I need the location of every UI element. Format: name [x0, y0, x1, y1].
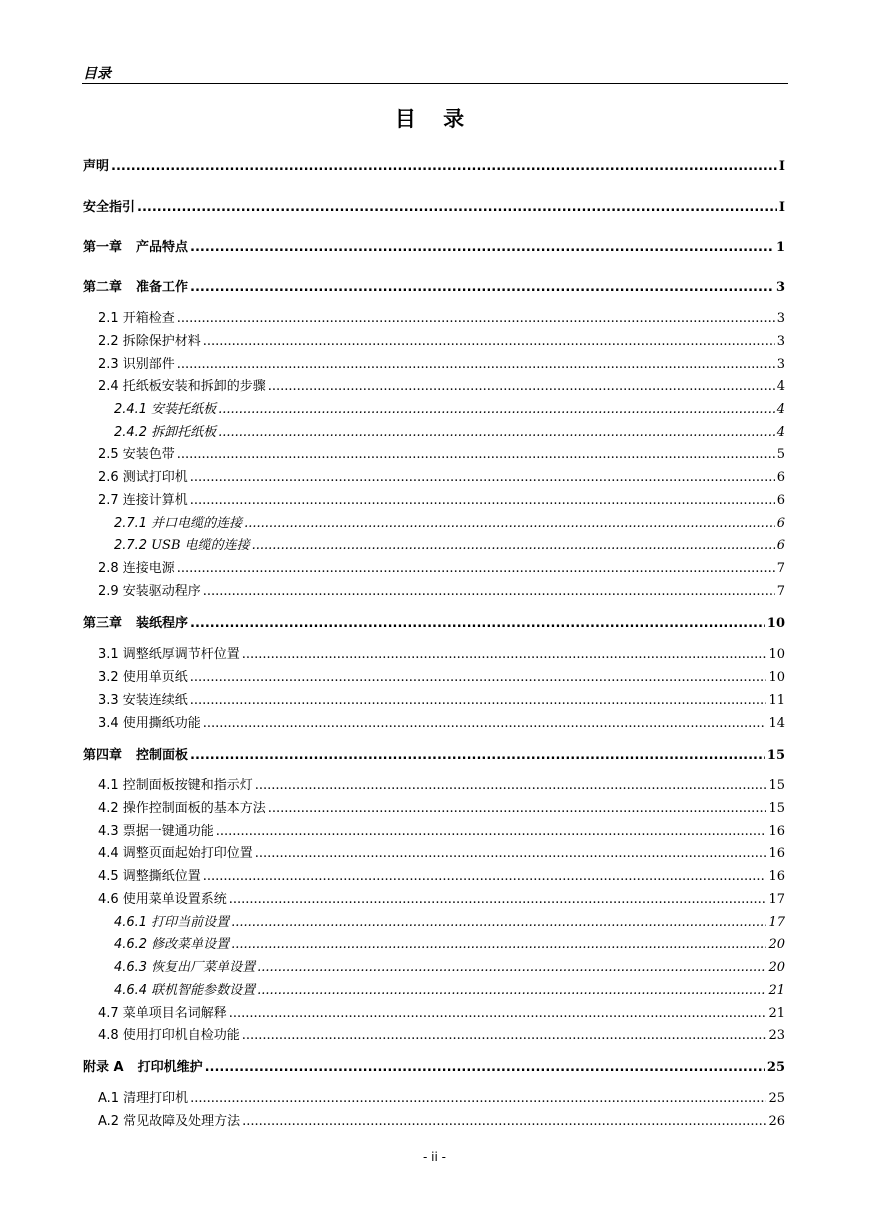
toc-entry-page: 21	[768, 1006, 785, 1021]
header-rule	[82, 83, 788, 84]
toc-entry[interactable]	[83, 276, 785, 295]
toc-entry-page: 10	[766, 616, 785, 631]
toc-entry[interactable]	[98, 842, 785, 861]
toc-entry-text: 托纸板安装和拆卸的步骤	[122, 379, 266, 394]
dot-leader	[190, 280, 774, 295]
toc-entry[interactable]	[114, 979, 785, 998]
toc-entry-label	[114, 911, 229, 930]
toc-entry-number: 2.1	[98, 311, 119, 326]
dot-leader	[190, 693, 767, 708]
toc-entry-page: 6	[776, 493, 785, 508]
toc-entry-label	[98, 580, 201, 599]
toc-entry-label	[83, 196, 135, 215]
dot-leader	[268, 379, 775, 394]
toc-entry-page: 15	[768, 801, 785, 816]
toc-entry-label	[114, 956, 255, 975]
dot-leader	[137, 200, 777, 215]
page-number: - ii -	[423, 1150, 446, 1164]
toc-entry-text: 打印当前设置	[151, 915, 230, 930]
toc-entry-text: 调整页面起始打印位置	[122, 846, 253, 861]
toc-entry-text: 使用打印机自检功能	[122, 1028, 240, 1043]
toc-entry-page: 23	[768, 1028, 785, 1043]
toc-entry-text: 声明	[83, 159, 110, 174]
toc-entry-label	[114, 512, 242, 531]
dot-leader	[203, 716, 767, 731]
toc-entry-page: 17	[768, 915, 785, 930]
toc-entry-number: 2.7.2	[114, 538, 148, 553]
toc-entry-text: 清理打印机	[123, 1091, 189, 1106]
page-title: 目 录	[394, 107, 475, 131]
toc-entry[interactable]	[98, 689, 785, 708]
dot-leader	[231, 915, 766, 930]
toc-entry-text: 操作控制面板的基本方法	[122, 801, 266, 816]
toc-entry[interactable]	[114, 421, 785, 440]
toc-entry-text: 使用撕纸功能	[122, 716, 201, 731]
toc-entry-number: 2.4	[98, 379, 119, 394]
toc-entry-label	[98, 888, 227, 907]
toc-entry-number: A.2	[98, 1114, 120, 1129]
toc-entry-page: I	[778, 200, 785, 215]
toc-entry[interactable]	[98, 443, 785, 462]
toc-entry-number: 附录 A	[83, 1060, 124, 1075]
toc-entry-page: 3	[776, 334, 785, 349]
toc-entry-page: 3	[775, 280, 785, 295]
toc-entry-text: 恢复出厂菜单设置	[151, 960, 256, 975]
toc-entry-number: 4.6.4	[114, 983, 148, 998]
toc-entry[interactable]	[98, 353, 785, 372]
toc-entry[interactable]	[98, 865, 785, 884]
toc-entry-text: 修改菜单设置	[151, 937, 230, 952]
toc-entry-page: 6	[776, 538, 785, 553]
toc-entry-page: 4	[776, 402, 785, 417]
toc-entry-label	[98, 330, 201, 349]
toc-entry-page: 17	[768, 892, 785, 907]
toc-entry-number: 2.5	[98, 447, 119, 462]
toc-entry-label	[98, 1087, 188, 1106]
toc-entry[interactable]	[114, 534, 785, 553]
toc-entry-text: 调整撕纸位置	[122, 869, 201, 884]
toc-entry[interactable]	[98, 557, 785, 576]
toc-entry[interactable]	[114, 911, 785, 930]
toc-entry-text: USB 电缆的连接	[151, 538, 250, 553]
toc-entry-page: 16	[768, 824, 785, 839]
toc-entry-page: 15	[766, 748, 785, 763]
toc-entry-number: 3.2	[98, 670, 119, 685]
dot-leader	[268, 801, 767, 816]
toc-entry-number: 4.2	[98, 801, 119, 816]
toc-entry[interactable]	[98, 330, 785, 349]
toc-entry-page: 20	[768, 960, 785, 975]
toc-entry-page: 14	[768, 716, 785, 731]
toc-entry-number: 4.7	[98, 1006, 119, 1021]
toc-entry-text: 使用单页纸	[122, 670, 188, 685]
toc-entry[interactable]	[98, 1024, 785, 1043]
toc-entry-number: 3.3	[98, 693, 119, 708]
toc-entry[interactable]	[114, 398, 785, 417]
running-header-title: 目录	[83, 66, 111, 82]
dot-leader	[242, 1028, 767, 1043]
toc-entry-number: 第一章	[83, 240, 123, 255]
toc-entry-text: 连接电源	[122, 561, 175, 576]
toc-entry[interactable]	[98, 797, 785, 816]
toc-entry-label	[98, 820, 214, 839]
toc-entry-page: 25	[768, 1091, 785, 1106]
toc-entry-label	[114, 979, 255, 998]
dot-leader	[244, 516, 775, 531]
toc-entry-page: 4	[776, 425, 785, 440]
toc-entry-text: 安全指引	[83, 200, 136, 215]
toc-entry-label	[98, 689, 188, 708]
toc-entry-label	[83, 744, 188, 763]
toc-entry-text: 开箱检查	[122, 311, 175, 326]
toc-entry-page: 4	[776, 379, 785, 394]
toc-entry-number: 2.7.1	[114, 516, 148, 531]
toc-entry-page: 3	[776, 311, 785, 326]
toc-entry-page: 26	[768, 1114, 785, 1129]
dot-leader	[218, 425, 775, 440]
toc-entry[interactable]	[83, 1056, 785, 1075]
toc-entry-page: 15	[768, 778, 785, 793]
toc-entry-text: 打印机维护	[137, 1060, 203, 1075]
toc-entry-number: 4.1	[98, 778, 119, 793]
toc-entry[interactable]	[98, 489, 785, 508]
toc-entry[interactable]	[114, 512, 785, 531]
toc-entry[interactable]	[98, 1087, 785, 1106]
toc-entry-label	[98, 797, 266, 816]
toc-entry-number: 2.4.1	[114, 402, 148, 417]
toc-entry[interactable]	[98, 712, 785, 731]
toc-entry-label	[98, 489, 188, 508]
toc-entry-label	[98, 643, 240, 662]
toc-entry-number: 4.5	[98, 869, 119, 884]
toc-entry[interactable]	[98, 375, 785, 394]
toc-entry-label	[98, 774, 253, 793]
dot-leader	[190, 616, 765, 631]
toc-entry-number: 2.2	[98, 334, 119, 349]
toc-entry[interactable]	[98, 1110, 785, 1129]
dot-leader	[218, 402, 775, 417]
toc-entry[interactable]	[98, 774, 785, 793]
toc-entry-page: 20	[768, 937, 785, 952]
dot-leader	[190, 240, 774, 255]
dot-leader	[255, 778, 767, 793]
toc-entry-text: 调整纸厚调节杆位置	[122, 647, 240, 662]
toc-entry-label	[98, 842, 253, 861]
toc-entry-label	[83, 236, 188, 255]
toc-entry-page: 11	[768, 693, 785, 708]
toc-entry-label	[114, 534, 250, 553]
toc-entry-text: 常见故障及处理方法	[123, 1114, 241, 1129]
dot-leader	[242, 647, 767, 662]
toc-entry-page: 5	[776, 447, 785, 462]
dot-leader	[229, 1006, 767, 1021]
toc-entry-number: 4.6.1	[114, 915, 148, 930]
toc-entry-text: 安装色带	[122, 447, 175, 462]
toc-entry-label	[98, 375, 266, 394]
toc-entry-label	[98, 1002, 227, 1021]
dot-leader	[177, 311, 775, 326]
toc-entry-page: 6	[776, 516, 785, 531]
dot-leader	[190, 493, 775, 508]
toc-entry-label	[114, 933, 229, 952]
toc-entry[interactable]	[98, 888, 785, 907]
dot-leader	[229, 892, 767, 907]
toc-entry-label	[98, 466, 188, 485]
toc-entry-number: 4.6.2	[114, 937, 148, 952]
toc-entry-label	[98, 1024, 240, 1043]
dot-leader	[203, 869, 767, 884]
toc-entry-label	[114, 421, 216, 440]
toc-entry-number: 2.9	[98, 584, 119, 599]
toc-entry-label	[98, 443, 175, 462]
toc-entry-label	[83, 1056, 203, 1075]
toc-entry-text: 准备工作	[136, 280, 189, 295]
toc-entry-page: I	[778, 159, 785, 174]
toc-entry[interactable]	[114, 933, 785, 952]
toc-entry-text: 安装驱动程序	[122, 584, 201, 599]
toc-entry[interactable]	[83, 744, 785, 763]
toc-entry[interactable]	[83, 155, 785, 174]
toc-entry-page: 1	[775, 240, 785, 255]
toc-entry-text: 控制面板按键和指示灯	[122, 778, 253, 793]
toc-entry-number: 3.4	[98, 716, 119, 731]
toc-entry-label	[98, 307, 175, 326]
toc-entry-label	[83, 276, 188, 295]
toc-entry-text: 联机智能参数设置	[151, 983, 256, 998]
toc-entry-number: 2.3	[98, 357, 119, 372]
toc-entry[interactable]	[83, 612, 785, 631]
toc-entry-text: 测试打印机	[122, 470, 188, 485]
toc-entry-label	[98, 557, 175, 576]
toc-entry-label	[83, 155, 109, 174]
dot-leader	[216, 824, 767, 839]
dot-leader	[255, 846, 767, 861]
dot-leader	[257, 960, 766, 975]
toc-entry-number: 第三章	[83, 616, 123, 631]
dot-leader	[190, 1091, 766, 1106]
toc-entry-label	[98, 712, 201, 731]
toc-entry-text: 产品特点	[136, 240, 189, 255]
toc-entry-text: 安装托纸板	[151, 402, 217, 417]
toc-entry-number: 4.4	[98, 846, 119, 861]
dot-leader	[177, 447, 775, 462]
toc-entry-number: 4.6.3	[114, 960, 148, 975]
toc-entry-page: 16	[768, 846, 785, 861]
toc-entry-page: 10	[768, 647, 785, 662]
toc-entry-page: 7	[776, 584, 785, 599]
toc-entry-text: 连接计算机	[122, 493, 188, 508]
toc-entry-text: 并口电缆的连接	[151, 516, 243, 531]
dot-leader	[252, 538, 775, 553]
dot-leader	[177, 357, 775, 372]
toc-entry[interactable]	[83, 236, 785, 255]
toc-entry-label	[114, 398, 216, 417]
dot-leader	[177, 561, 775, 576]
toc-entry-page: 3	[776, 357, 785, 372]
toc-entry-number: 第四章	[83, 748, 123, 763]
toc-entry-text: 装纸程序	[136, 616, 189, 631]
dot-leader	[190, 470, 775, 485]
toc-entry-page: 16	[768, 869, 785, 884]
dot-leader	[231, 937, 766, 952]
toc-entry-text: 菜单项目名词解释	[122, 1006, 227, 1021]
toc-entry-text: 使用菜单设置系统	[122, 892, 227, 907]
toc-entry[interactable]	[83, 196, 785, 215]
toc-entry-number: 4.3	[98, 824, 119, 839]
toc-entry-number: 3.1	[98, 647, 119, 662]
toc-entry-page: 7	[776, 561, 785, 576]
toc-entry-page: 21	[768, 983, 785, 998]
toc-entry[interactable]	[114, 956, 785, 975]
toc-entry-text: 控制面板	[136, 748, 189, 763]
toc-entry-page: 6	[776, 470, 785, 485]
toc-entry-text: 票据一键通功能	[122, 824, 214, 839]
toc-entry-number: 2.4.2	[114, 425, 148, 440]
toc-entry-number: 第二章	[83, 280, 123, 295]
toc-entry-label	[98, 1110, 240, 1129]
toc-entry-text: 安装连续纸	[122, 693, 188, 708]
toc-entry-number: 2.6	[98, 470, 119, 485]
toc-entry-number: 4.8	[98, 1028, 119, 1043]
toc-entry[interactable]	[98, 643, 785, 662]
dot-leader	[190, 670, 767, 685]
dot-leader	[203, 334, 775, 349]
toc-entry-label	[83, 612, 188, 631]
toc-entry-text: 拆除保护材料	[122, 334, 201, 349]
toc-entry-page: 10	[768, 670, 785, 685]
toc-entry-number: 2.8	[98, 561, 119, 576]
toc-entry-number: 2.7	[98, 493, 119, 508]
dot-leader	[190, 748, 765, 763]
toc-entry[interactable]	[98, 666, 785, 685]
toc-entry-page: 25	[766, 1060, 785, 1075]
toc-entry-number: 4.6	[98, 892, 119, 907]
toc-entry[interactable]	[98, 820, 785, 839]
dot-leader	[111, 159, 777, 174]
toc-entry-label	[98, 865, 201, 884]
dot-leader	[205, 1060, 765, 1075]
toc-entry-number: A.1	[98, 1091, 120, 1106]
toc-entry-text: 拆卸托纸板	[151, 425, 217, 440]
toc-entry-label	[98, 666, 188, 685]
toc-entry[interactable]	[98, 307, 785, 326]
dot-leader	[257, 983, 766, 998]
toc-entry[interactable]	[98, 466, 785, 485]
toc-entry-label	[98, 353, 175, 372]
toc-entry[interactable]	[98, 580, 785, 599]
toc-entry[interactable]	[98, 1002, 785, 1021]
dot-leader	[242, 1114, 766, 1129]
toc-entry-text: 识别部件	[122, 357, 175, 372]
dot-leader	[203, 584, 775, 599]
